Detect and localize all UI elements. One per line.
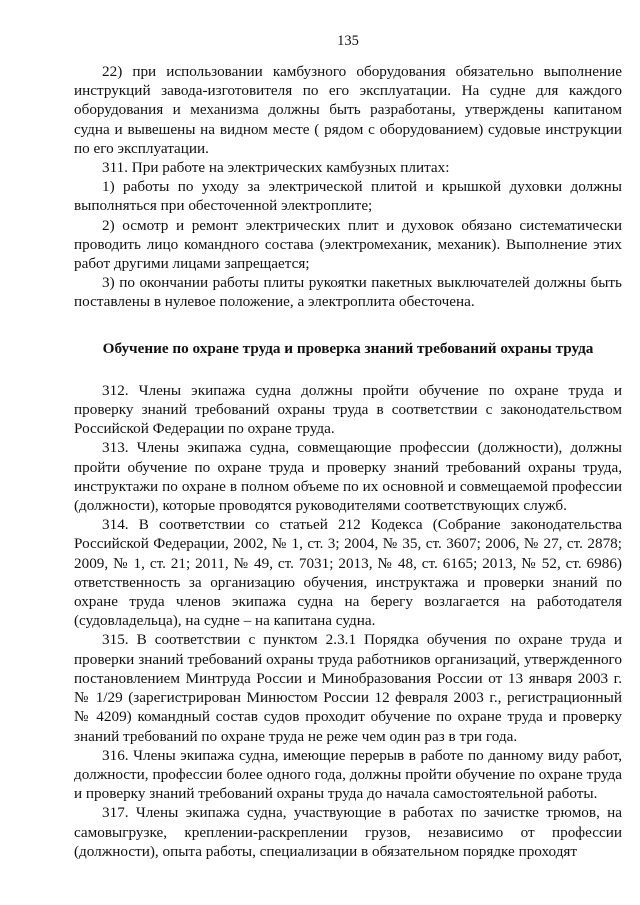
paragraph-314: 314. В соответствии со статьей 212 Кодекса (Собрание законодательства Российской Федерации, 2002, № 1, ст. 3; 2004, № 35, ст. 3607; 2006, № 27, ст. 2878; 2009, № 1, ст. 21; 2011, № 49, ст. 7031; 2013, № 48, ст. 6165; 2013, № 52, ст. 6986) ответственность за организацию обучения, инструктажа и проверки знаний по охране труда членов экипажа судна на берегу возлагается на работодателя (судовладельца), на судне – на капитана судна. <box>74 516 622 630</box>
document-body <box>74 62 622 861</box>
paragraph-316: 316. Члены экипажа судна, имеющие перерыв в работе по данному виду работ, должности, профессии более одного года, должны пройти обучение по охране труда и проверку знаний требований охраны труда до начала самостоятельной работы. <box>74 746 622 803</box>
paragraph-317: 317. Члены экипажа судна, участвующие в работах по зачистке трюмов, на самовыгрузке, креплении-раскреплении грузов, независимо от профессии (должности), опыта работы, специализации в обязательном порядке проходят <box>74 804 622 860</box>
page-number: 135 <box>337 33 359 49</box>
paragraph-315: 315. В соответствии с пунктом 2.3.1 Порядка обучения по охране труда и проверки знаний требований охраны труда работников организаций, утвержденного постановлением Минтруда России и Минобразования России от 13 января 2003 г. № 1/29 (зарегистрирован Минюстом России 12 февраля 2003 г., регистрационный № 4209) командный состав судов проходит обучение по охране труда и проверку знаний требований по охране труда не реже чем один раз в три года. <box>74 631 622 745</box>
document-page <box>74 0 622 905</box>
paragraph-311-item-2: 2) осмотр и ремонт электрических плит и духовок обязано систематически проводить лицо командного состава (электромеханик, механик). Выполнение этих работ другими лицами запрещается; <box>74 216 622 273</box>
paragraph-22: 22) при использовании камбузного оборудования обязательно выполнение инструкций завода-изготовителя по его эксплуатации. На судне для каждого оборудования и механизма должны быть разработаны, утверждены капитаном судна и вывешены на видном месте ( рядом с оборудованием) судовые инструкции по его эксплуатации. <box>74 63 622 157</box>
section-heading: Обучение по охране труда и проверка знаний требований охраны труда <box>102 339 594 357</box>
paragraph-311: 311. При работе на электрических камбузных плитах: <box>102 159 450 177</box>
paragraph-311-item-3: 3) по окончании работы плиты рукоятки пакетных выключателей должны быть поставлены в нулевое положение, а электроплита обесточена. <box>74 274 622 311</box>
paragraph-313: 313. Члены экипажа судна, совмещающие профессии (должности), должны пройти обучение по охране труда и проверку знаний требований охраны труда, инструктажи по охране в полном объеме по их основной и совмещаемой профессии (должности), которые проводятся руководителями соответствующих служб. <box>74 439 622 515</box>
paragraph-312: 312. Члены экипажа судна должны пройти обучение по охране труда и проверку знаний требований охраны труда в соответствии с законодательством Российской Федерации по охране труда. <box>74 381 622 438</box>
paragraph-311-item-1: 1) работы по уходу за электрической плитой и крышкой духовки должны выполняться при обесточенной электроплите; <box>74 178 622 215</box>
